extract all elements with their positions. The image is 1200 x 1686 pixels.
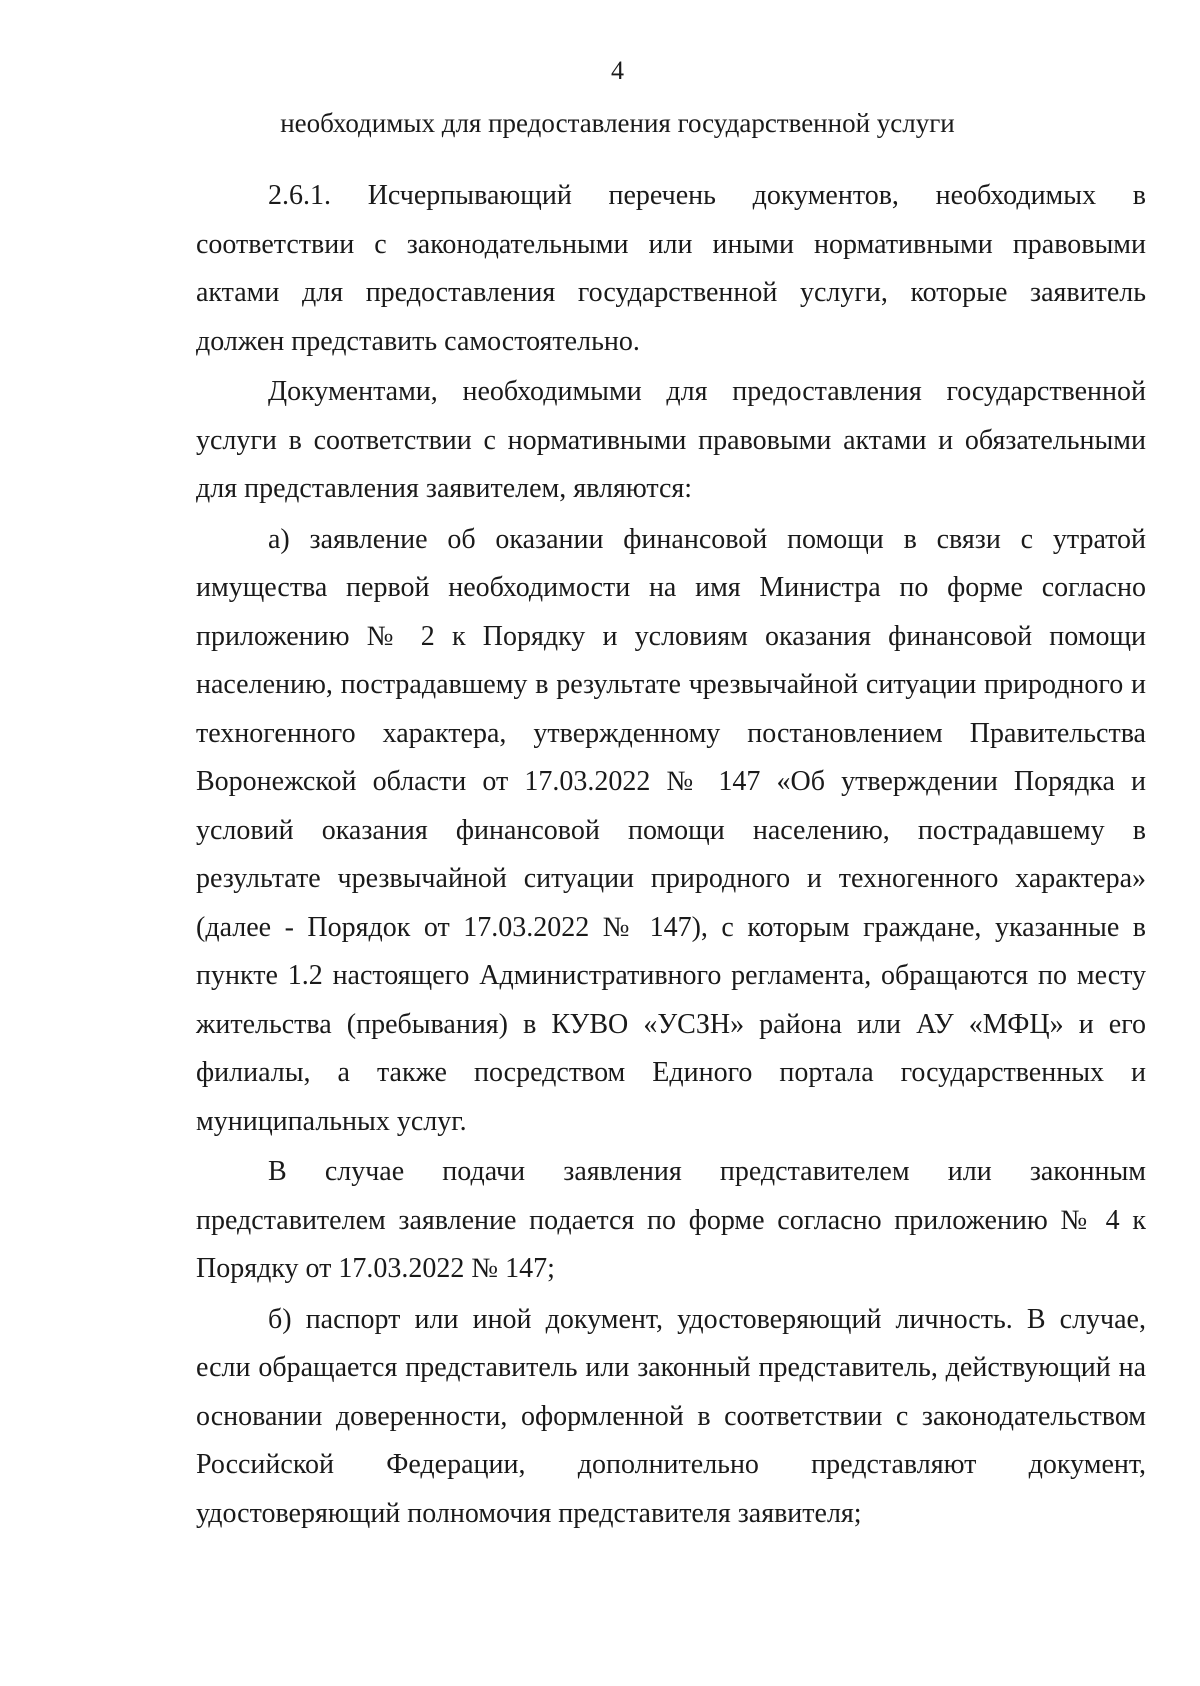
page-number: 4 [611, 56, 624, 85]
paragraph-representative: В случае подачи заявления представителем или законным представителем заявление подается по форме согласно приложению № 4 к Порядку от 17.03.2022 № 147; [196, 1156, 1146, 1284]
paragraph-item-b: б) паспорт или иной документ, удостоверяющий личность. В случае, если обращается представитель или законный представитель, действующий на основании доверенности, оформленной в соответствии с законодательством Российской Федерации, дополнительно представляют документ, удостоверяющий полномочия представителя заявителя; [196, 1303, 1146, 1529]
document-body [196, 172, 1146, 1538]
paragraph-2-6-1: 2.6.1. Исчерпывающий перечень документов, необходимых в соответствии с законодательными или иными нормативными правовыми актами для предоставления государственной услуги, которые заявитель должен представить самостоятельно. [196, 180, 1146, 357]
paragraph-documents-intro: Документами, необходимыми для предоставления государственной услуги в соответствии с нормативными правовыми актами и обязательными для представления заявителем, являются: [196, 376, 1146, 504]
paragraph-item-a: а) заявление об оказании финансовой помощи в связи с утратой имущества первой необходимости на имя Министра по форме согласно приложению № 2 к Порядку и условиям оказания финансовой помощи населению, пострадавшему в результате чрезвычайной ситуации природного и техногенного характера, утвержденному постановлением Правительства Воронежской области от 17.03.2022 № 147 «Об утверждении Порядка и условий оказания финансовой помощи населению, пострадавшему в результате чрезвычайной ситуации природного и техногенного характера» (далее - Порядок от 17.03.2022 № 147), с которым граждане, указанные в пункте 1.2 настоящего Административного регламента, обращаются по месту жительства (пребывания) в КУВО «УСЗН» района или АУ «МФЦ» и его филиалы, а также посредством Единого портала государственных и муниципальных услуг. [196, 523, 1146, 1137]
section-heading: необходимых для предоставления государственной услуги [280, 108, 955, 138]
